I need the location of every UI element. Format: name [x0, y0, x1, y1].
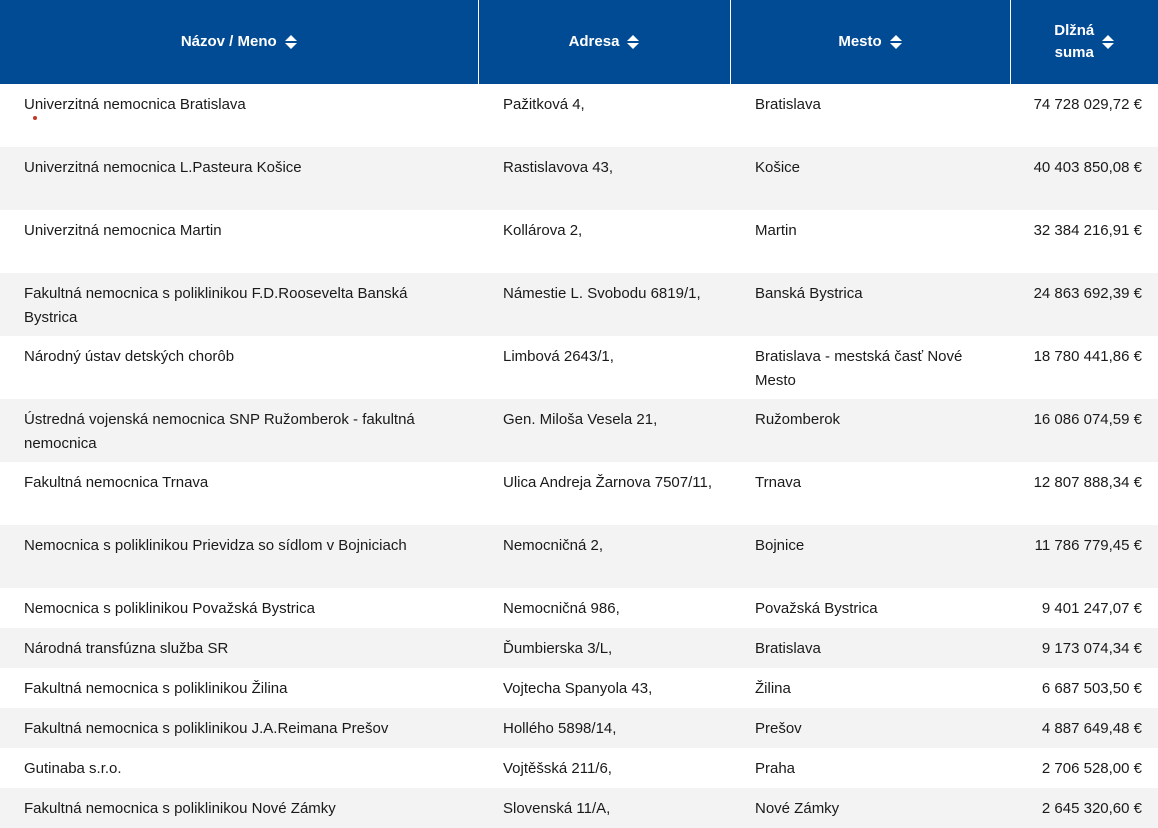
table-row — [0, 273, 1158, 336]
cell-city: Praha — [755, 760, 796, 777]
cell-address: Gen. Miloša Vesela 21, — [478, 399, 730, 462]
table-row — [0, 525, 1158, 588]
column-header-label: Dlžná suma — [1054, 22, 1095, 61]
cell-address: Limbová 2643/1, — [503, 348, 614, 365]
column-header-sum[interactable] — [1010, 0, 1158, 84]
table-header-row — [0, 0, 1158, 84]
cell-sum: 74 728 029,72 € — [1033, 96, 1142, 113]
cell-address: Námestie L. Svobodu 6819/1, — [478, 273, 730, 336]
cell-sum: 40 403 850,08 € — [1010, 147, 1158, 210]
cell-address: Pažitková 4, — [503, 96, 585, 113]
table-row — [0, 210, 1158, 273]
cell-sum: 12 807 888,34 € — [1033, 474, 1142, 491]
cell-city: Banská Bystrica — [730, 273, 1010, 336]
cell-name: Univerzitná nemocnica Martin — [24, 222, 222, 239]
sort-icon[interactable] — [1102, 35, 1114, 49]
table-row — [0, 462, 1158, 525]
cell-city: Bratislava — [730, 628, 1010, 668]
cell-city: Bratislava - mestská časť Nové Mesto — [755, 348, 963, 389]
table-row — [0, 399, 1158, 462]
sort-icon[interactable] — [890, 35, 902, 49]
cell-name: Fakultná nemocnica s poliklinikou Nové Zámky — [0, 788, 478, 828]
cell-name: Univerzitná nemocnica L.Pasteura Košice — [0, 147, 478, 210]
cell-name: Nemocnica s poliklinikou Prievidza so sídlom v Bojniciach — [0, 525, 478, 588]
table-row — [0, 336, 1158, 399]
cell-sum: 24 863 692,39 € — [1010, 273, 1158, 336]
cell-sum: 4 887 649,48 € — [1010, 708, 1158, 748]
table-row — [0, 147, 1158, 210]
cell-city: Bratislava — [755, 96, 821, 113]
table-row — [0, 748, 1158, 788]
column-header-name[interactable] — [0, 0, 478, 84]
cell-sum: 2 645 320,60 € — [1010, 788, 1158, 828]
cell-address: Rastislavova 43, — [478, 147, 730, 210]
sort-icon[interactable] — [627, 35, 639, 49]
cell-address: Hollého 5898/14, — [478, 708, 730, 748]
column-header-label: Adresa — [568, 33, 620, 50]
table-row — [0, 708, 1158, 748]
cell-name: Nemocnica s poliklinikou Považská Bystrica — [24, 600, 315, 617]
cell-city: Nové Zámky — [730, 788, 1010, 828]
cell-city: Trnava — [755, 474, 802, 491]
cell-name: Fakultná nemocnica s poliklinikou F.D.Roosevelta Banská Bystrica — [0, 273, 478, 336]
cell-sum: 9 401 247,07 € — [1041, 600, 1142, 617]
table-row — [0, 628, 1158, 668]
table-row — [0, 84, 1158, 147]
cell-name: Fakultná nemocnica Trnava — [24, 474, 209, 491]
cell-sum: 6 687 503,50 € — [1041, 680, 1142, 697]
cell-sum: 32 384 216,91 € — [1033, 222, 1142, 239]
cell-name: Národná transfúzna služba SR — [0, 628, 478, 668]
cell-name: Fakultná nemocnica s poliklinikou Žilina — [24, 680, 288, 697]
cell-city: Košice — [730, 147, 1010, 210]
cell-sum: 18 780 441,86 € — [1033, 348, 1142, 365]
table-row — [0, 668, 1158, 708]
cell-name: Gutinaba s.r.o. — [24, 760, 122, 777]
cell-sum: 11 786 779,45 € — [1010, 525, 1158, 588]
cell-address: Vojtěšská 211/6, — [503, 760, 612, 777]
cell-address: Ulica Andreja Žarnova 7507/11, — [503, 474, 713, 491]
cell-city: Žilina — [755, 680, 791, 697]
cell-sum: 2 706 528,00 € — [1041, 760, 1142, 777]
column-header-city[interactable] — [730, 0, 1010, 84]
sort-icon[interactable] — [285, 35, 297, 49]
cell-city: Považská Bystrica — [755, 600, 878, 617]
cell-address: Ďumbierska 3/L, — [478, 628, 730, 668]
table-row — [0, 588, 1158, 628]
cell-name: Ústredná vojenská nemocnica SNP Ružomberok - fakultná nemocnica — [0, 399, 478, 462]
cell-address: Nemocničná 2, — [478, 525, 730, 588]
cell-sum: 9 173 074,34 € — [1010, 628, 1158, 668]
column-header-label: Názov / Meno — [180, 33, 277, 50]
cell-address: Nemocničná 986, — [503, 600, 620, 617]
cell-address: Kollárova 2, — [503, 222, 583, 239]
cell-name: Fakultná nemocnica s poliklinikou J.A.Reimana Prešov — [0, 708, 478, 748]
cell-city: Prešov — [730, 708, 1010, 748]
cell-address: Vojtecha Spanyola 43, — [503, 680, 653, 697]
cell-address: Slovenská 11/A, — [478, 788, 730, 828]
cell-name: Univerzitná nemocnica Bratislava — [24, 96, 246, 113]
cell-sum: 16 086 074,59 € — [1010, 399, 1158, 462]
red-marker-dot — [33, 116, 37, 120]
column-header-label: Mesto — [838, 33, 882, 50]
column-header-address[interactable] — [478, 0, 730, 84]
cell-city: Martin — [755, 222, 797, 239]
table-row — [0, 788, 1158, 828]
cell-city: Ružomberok — [730, 399, 1010, 462]
cell-city: Bojnice — [730, 525, 1010, 588]
cell-name: Národný ústav detských chorôb — [24, 348, 235, 365]
